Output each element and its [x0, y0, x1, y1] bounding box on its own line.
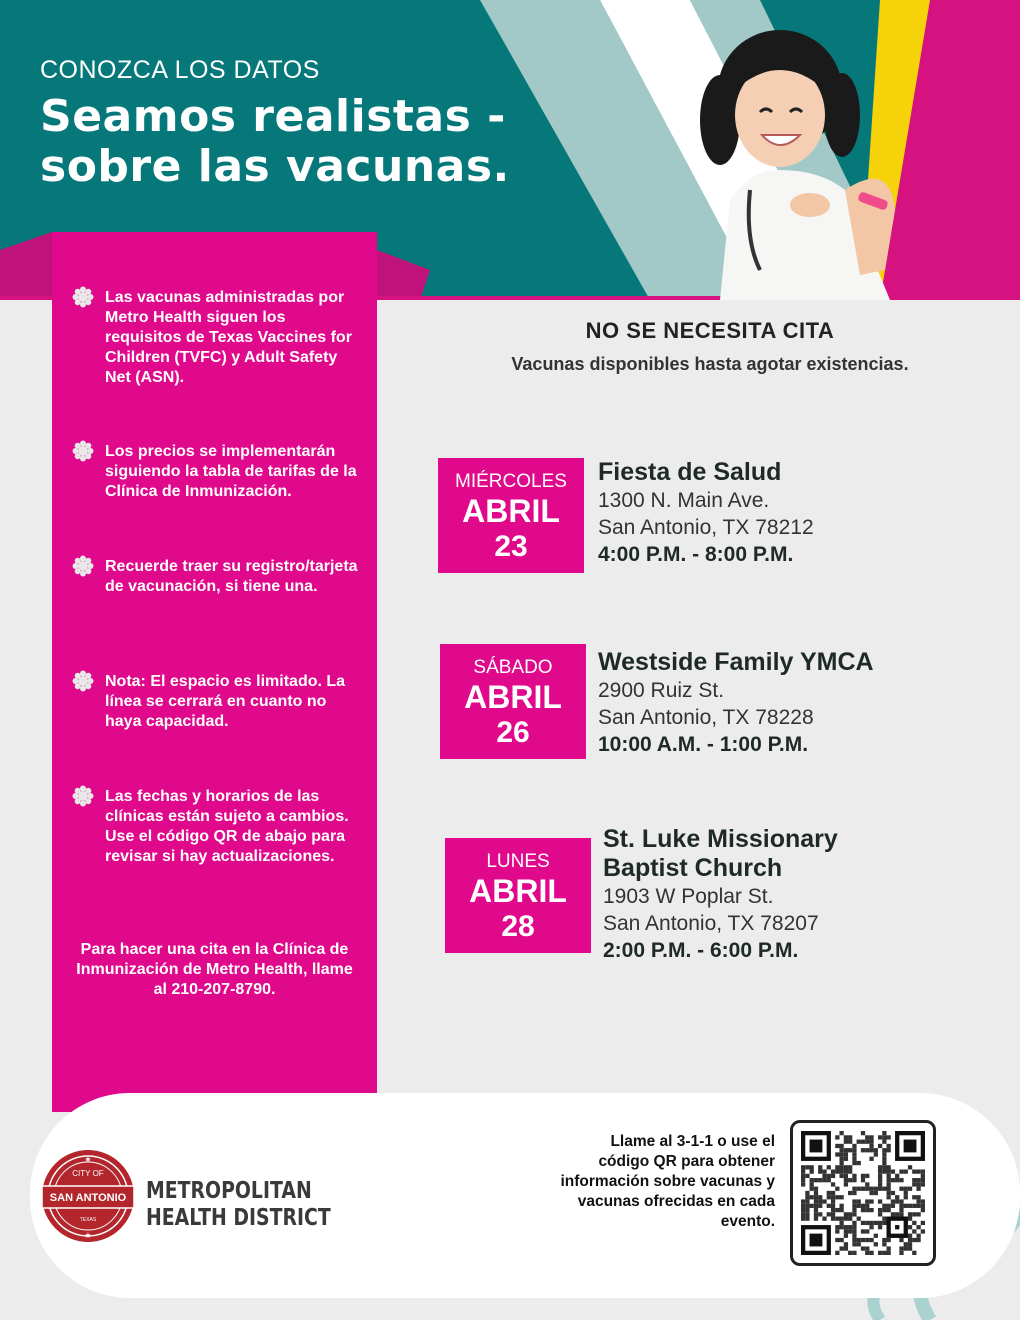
event-address-line2: San Antonio, TX 78228 — [598, 706, 814, 729]
event-weekday: SÁBADO — [473, 657, 553, 678]
qr-instructions: Llame al 3-1-1 o use el código QR para obtener información sobre vacunas y vacunas ofrecidas en cada evento. — [560, 1133, 775, 1230]
event-address-line2: San Antonio, TX 78207 — [603, 912, 819, 935]
info-bullet — [72, 557, 362, 597]
page-title — [40, 92, 510, 192]
event-venue-name-line2: Baptist Church — [603, 854, 783, 882]
brand-line-2: HEALTH DISTRICT — [146, 1205, 331, 1231]
event-weekday: LUNES — [486, 851, 550, 872]
city-of-san-antonio-seal-logo — [40, 1148, 136, 1244]
info-bullet — [72, 672, 362, 732]
flower-bullet-icon — [72, 440, 94, 462]
brand-name — [146, 1178, 331, 1232]
availability-text: Vacunas disponibles hasta agotar existencias. — [511, 354, 909, 374]
info-bullet — [72, 442, 362, 502]
logo-text-main: SAN ANTONIO — [49, 1192, 127, 1204]
event-address-line1: 1300 N. Main Ave. — [598, 489, 770, 512]
bullet-text: Recuerde traer su registro/tarjeta de vacunación, si tiene una. — [105, 558, 358, 595]
info-bullet — [72, 787, 362, 867]
bullet-text: Las fechas y horarios de las clínicas están sujeto a cambios. Use el código QR de abajo para revisar si hay actualizaciones. — [105, 788, 349, 865]
event-month: ABRIL — [469, 873, 567, 909]
event-details — [598, 648, 874, 758]
bullet-text: Los precios se implementarán siguiendo la tabla de tarifas de la Clínica de Inmunización. — [105, 443, 357, 500]
bullet-text: Las vacunas administradas por Metro Health siguen los requisitos de Texas Vaccines for Children (TVFC) y Adult Safety Net (ASN). — [105, 289, 352, 386]
event-address-line1: 1903 W Poplar St. — [603, 885, 774, 908]
event-date-box — [438, 458, 584, 573]
flower-bullet-icon — [72, 785, 94, 807]
event-venue-name: Fiesta de Salud — [598, 458, 782, 486]
event-venue-name: St. Luke Missionary — [603, 825, 838, 853]
flower-bullet-icon — [72, 670, 94, 692]
eyebrow-text: CONOZCA LOS DATOS — [40, 56, 320, 84]
bullet-text: Nota: El espacio es limitado. La línea se cerrará en cuanto no haya capacidad. — [105, 673, 346, 730]
event-address-line2: San Antonio, TX 78212 — [598, 516, 814, 539]
event-day: 26 — [496, 716, 530, 749]
event-venue-name: Westside Family YMCA — [598, 648, 874, 676]
headline-line-1: Seamos realistas - — [40, 91, 506, 142]
child-vaccinated-photo — [650, 20, 910, 300]
event-time: 2:00 P.M. - 6:00 P.M. — [603, 939, 799, 962]
headline-line-2: sobre las vacunas. — [40, 141, 510, 192]
event-month: ABRIL — [464, 679, 562, 715]
logo-star-icon: ★ — [84, 1231, 92, 1240]
event-day: 23 — [494, 530, 528, 563]
event-details — [603, 825, 838, 964]
no-appointment-heading: NO SE NECESITA CITA — [585, 318, 835, 343]
info-bullet — [72, 288, 362, 388]
event-details — [598, 458, 814, 568]
event-date-box — [445, 838, 591, 953]
logo-text-bottom: TEXAS — [79, 1217, 97, 1223]
event-month: ABRIL — [462, 493, 560, 529]
qr-code-graphic — [801, 1131, 925, 1255]
event-date-box — [440, 644, 586, 759]
appointment-call-note: Para hacer una cita en la Clínica de Inmunización de Metro Health, llame al 210-207-8790. — [76, 941, 353, 998]
qr-code[interactable] — [790, 1120, 936, 1266]
brand-line-1: METROPOLITAN — [146, 1178, 312, 1204]
info-column — [52, 232, 377, 1112]
event-weekday: MIÉRCOLES — [455, 471, 567, 492]
logo-star-icon: ★ — [84, 1155, 92, 1164]
event-time: 10:00 A.M. - 1:00 P.M. — [598, 733, 809, 756]
flower-bullet-icon — [72, 286, 94, 308]
event-day: 28 — [501, 910, 535, 943]
event-time: 4:00 P.M. - 8:00 P.M. — [598, 543, 794, 566]
flower-bullet-icon — [72, 555, 94, 577]
logo-text-top: CITY OF — [72, 1169, 104, 1178]
event-address-line1: 2900 Ruiz St. — [598, 679, 725, 702]
